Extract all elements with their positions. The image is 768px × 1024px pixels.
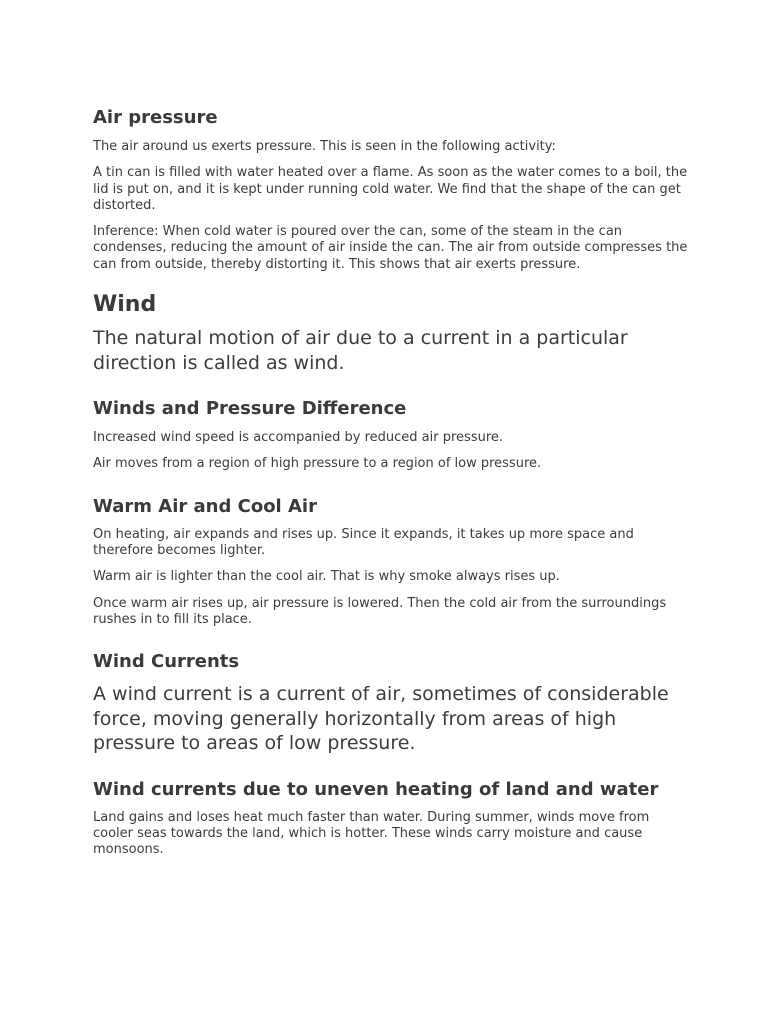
heading-wind: Wind [93,292,157,318]
paragraph-tin-can-activity: A tin can is filled with water heated over a flame. As soon as the water comes to a boil, the lid is put on, and it is kept under running cold water. We find that the shape of the can get distorted. [93,165,688,213]
paragraph-warm-air-lighter: Warm air is lighter than the cool air. That is why smoke always rises up. [93,569,560,585]
heading-warm-cool-air: Warm Air and Cool Air [93,495,317,517]
paragraph-wind-speed: Increased wind speed is accompanied by reduced air pressure. [93,430,504,446]
heading-uneven-heating: Wind currents due to uneven heating of land and water [93,778,659,800]
paragraph-wind-current-definition: A wind current is a current of air, sometimes of considerable force, moving generally horizontally from areas of high pressure to areas of low pressure. [93,683,669,755]
paragraph-inference: Inference: When cold water is poured over the can, some of the steam in the can condenses, reducing the amount of air inside the can. The air from outside compresses the can from outside, thereby distorting it. This shows that air exerts pressure. [93,224,688,272]
paragraph-air-movement: Air moves from a region of high pressure to a region of low pressure. [93,456,542,472]
paragraph-air-pressure-intro: The air around us exerts pressure. This is seen in the following activity: [93,139,556,154]
heading-air-pressure: Air pressure [93,107,218,128]
heading-winds-pressure-difference: Winds and Pressure Difference [93,398,407,420]
document-page [93,106,693,859]
paragraph-cold-air-rushes: Once warm air rises up, air pressure is lowered. Then the cold air from the surroundings rushes in to fill its place. [93,595,667,627]
paragraph-heating-air: On heating, air expands and rises up. Since it expands, it takes up more space and therefore becomes lighter. [93,526,634,558]
paragraph-wind-definition: The natural motion of air due to a current in a particular direction is called as wind. [93,327,628,374]
heading-wind-currents: Wind Currents [93,651,240,673]
paragraph-land-water-heat: Land gains and loses heat much faster than water. During summer, winds move from cooler seas towards the land, which is hotter. These winds carry moisture and cause monsoons. [93,809,650,858]
